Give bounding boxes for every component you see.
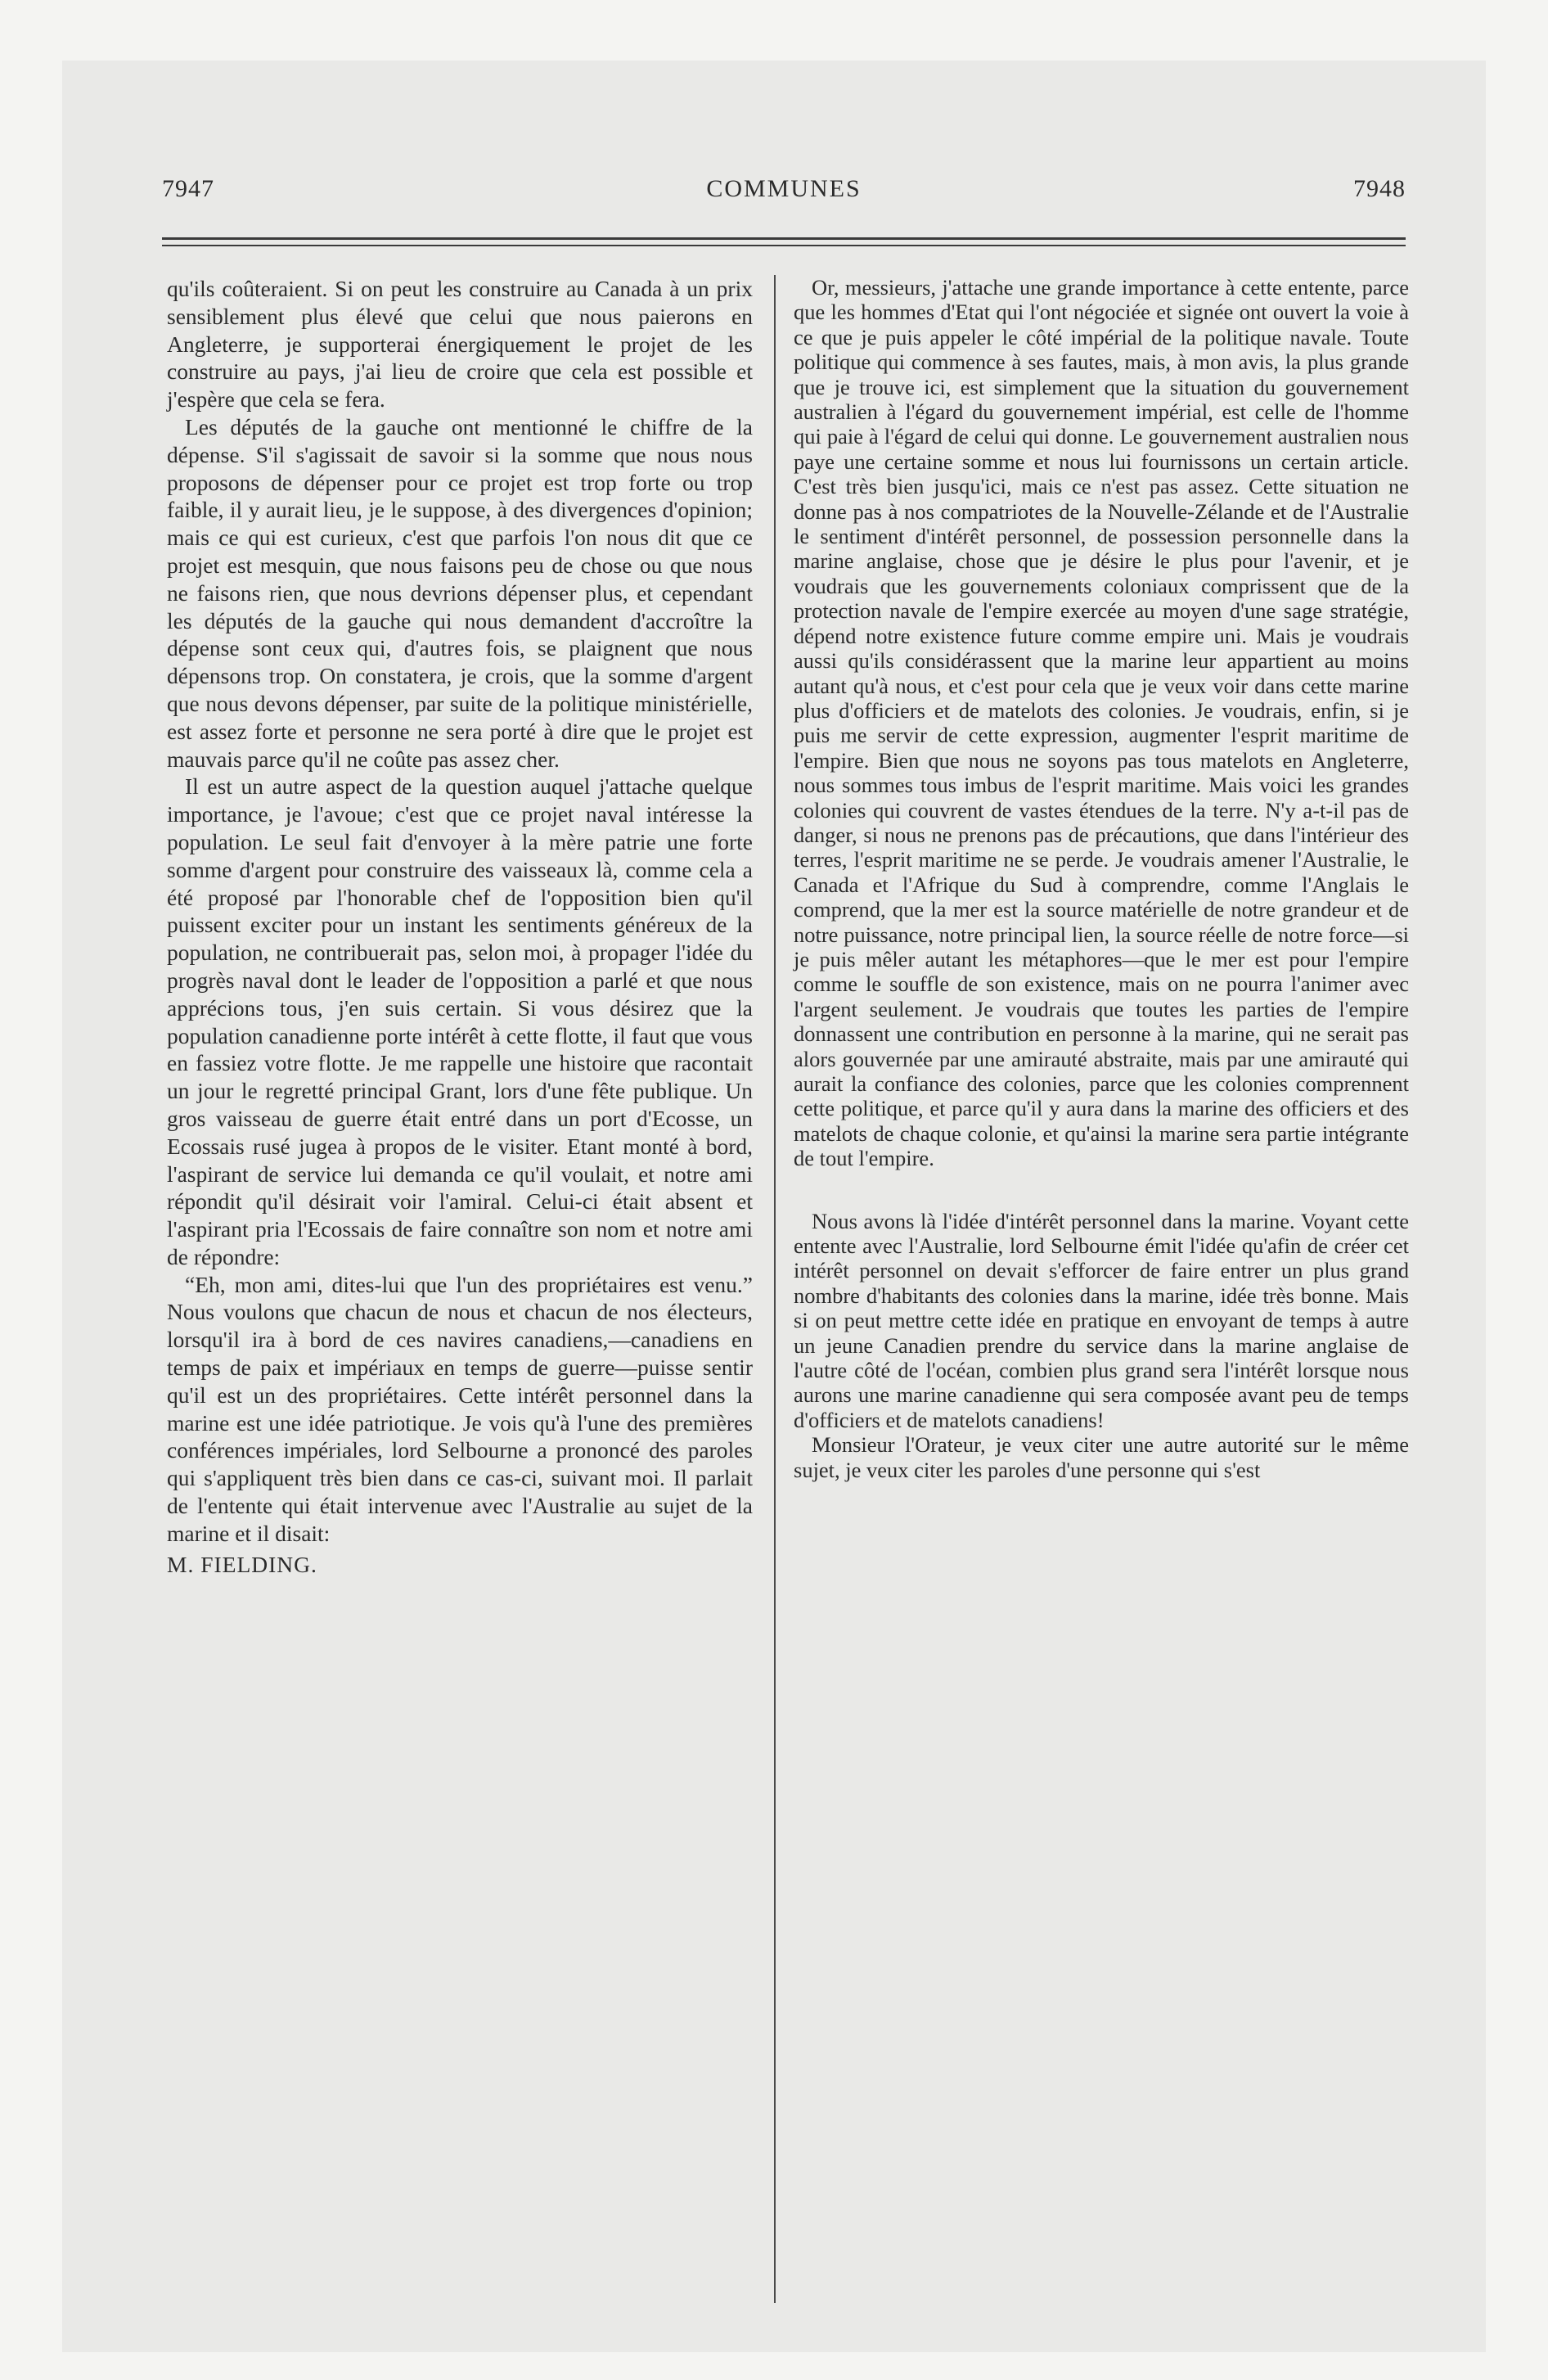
- running-title: COMMUNES: [706, 175, 862, 202]
- right-column: [794, 275, 1409, 1482]
- paragraph: Monsieur l'Orateur, je veux citer une autre autorité sur le même sujet, je veux citer les paroles d'une personne qui s'est: [794, 1432, 1409, 1482]
- paragraph: Les députés de la gauche ont mentionné le chiffre de la dépense. S'il s'agissait de savoir si la somme que nous nous proposons de dépenser pour ce projet est trop forte ou trop faible, il y aurait lieu, je le suppose, à des divergences d'opinion; mais ce qui est curieux, c'est que parfois l'on nous dit que ce projet est mesquin, que nous faisons peu de chose ou que nous ne faisons rien, que nous devrions dépenser plus, et cependant les députés de la gauche qui nous demandent d'accroître la dépense sont ceux qui, d'autres fois, se plaignent que nous dépensons trop. On constatera, je crois, que la somme d'argent que nous devons dépenser, par suite de la politique ministérielle, est assez forte et personne ne sera porté à dire que le projet est mauvais parce qu'il ne coûte pas assez cher.: [167, 413, 753, 772]
- paragraph: Il est un autre aspect de la question auquel j'attache quelque importance, je l'avoue; c'est que ce projet naval intéresse la population. Le seul fait d'envoyer à la mère patrie une forte somme d'argent pour construire des vaisseaux là, comme cela a été proposé par l'honorable chef de l'opposition bien qu'il puissent exciter pour un instant les sentiments généreux de la population, ne contribuerait pas, selon moi, à propager l'idée du progrès naval dont le leader de l'opposition a parlé et que nous apprécions tous, j'en suis certain. Si vous désirez que la population canadienne porte intérêt à cette flotte, il faut que vous en fassiez votre flotte. Je me rappelle une histoire que racontait un jour le regretté principal Grant, lors d'une fête publique. Un gros vaisseau de guerre était entré dans un port d'Ecosse, un Ecossais rusé jugea à propos de le visiter. Etant monté à bord, l'aspirant de service lui demanda ce qu'il voulait, et notre ami répondit qu'il désirait voir l'amiral. Celui-ci était absent et l'aspirant pria l'Ecossais de faire connaître son nom et notre ami de répondre:: [167, 773, 753, 1269]
- paragraph: Nous avons là l'idée d'intérêt personnel dans la marine. Voyant cette entente avec l'Australie, lord Selbourne émit l'idée qu'afin de créer cet intérêt personnel on devait s'efforcer de faire entrer un plus grand nombre d'habitants des colonies dans la marine, idée très bonne. Mais si on peut mettre cette idée en pratique en envoyant de temps à autre un jeune Canadien prendre du service dans la marine anglaise de l'autre côté de l'océan, combien plus grand sera l'intérêt lorsque nous aurons une marine canadienne qui sera composée avant peu de temps d'officiers et de matelots canadiens!: [794, 1208, 1409, 1432]
- paragraph: qu'ils coûteraient. Si on peut les construire au Canada à un prix sensiblement plus élevé que celui que nous paierons en Angleterre, je supporterai énergiquement le projet de les construire au pays, j'ai lieu de croire que cela est possible et j'espère que cela se fera.: [167, 276, 753, 412]
- quoted-passage: Or, messieurs, j'attache une grande importance à cette entente, parce que les hommes d'Etat qui l'ont négociée et signée ont ouvert la voie à ce que je puis appeler le côté impérial de la politique navale. Toute politique qui commence à ses fautes, mais, à mon avis, la plus grande que je trouve ici, est simplement que la situation du gouvernement australien à l'égard du gouvernement impérial, est celle de l'homme qui paie à l'égard de celui qui donne. Le gouvernement australien nous paye une certaine somme et nous lui fournissons un certain article. C'est très bien jusqu'ici, mais ce n'est pas assez. Cette situation ne donne pas à nos compatriotes de la Nouvelle-Zélande et de l'Australie le sentiment d'intérêt personnel, de possession personnelle dans la marine anglaise, chose que je désire le plus pour l'avenir, et je voudrais que les gouvernements coloniaux comprissent que de la protection navale de l'empire exercée au moyen d'une sage stratégie, dépend notre existence future comme empire uni. Mais je voudrais aussi qu'ils considérassent que la marine leur appartient au moins autant qu'à nous, et c'est pour cela que je veux voir dans cette marine plus d'officiers et de matelots des colonies. Je voudrais, enfin, si je puis me servir de cette expression, augmenter l'esprit maritime de l'empire. Bien que nous ne soyons pas tous matelots en Angleterre, nous sommes tous imbus de l'esprit maritime. Mais voici les grandes colonies qui couvrent de vastes étendues de la terre. N'y a-t-il pas de danger, si nous ne prenons pas de précautions, que dans l'intérieur des terres, l'esprit maritime ne se perde. Je voudrais amener l'Australie, le Canada et l'Afrique du Sud à comprendre, comme l'Anglais le comprend, que la mer est la source matérielle de notre grandeur et de notre puissance, notre principal lien, la source réelle de notre force—si je puis mêler autant les métaphores—que le mer est pour l'empire comme le souffle de son existence, mais on ne pourra l'animer avec l'argent seulement. Je voudrais que toutes les parties de l'empire donnassent une contribution en personne à la marine, qui ne serait pas alors gouvernée par une amirauté abstraite, mais par une amirauté qui aurait la confiance des colonies, parce que les colonies comprennent cette politique, et parce qu'il y aura dans la marine des officiers et des matelots de chaque colonie, et qu'ainsi la marine sera partie intégrante de tout l'empire.: [794, 275, 1409, 1171]
- quote-paragraph: “Eh, mon ami, dites-lui que l'un des propriétaires est venu.” Nous voulons que chacun de nous et chacun de nos électeurs, lorsqu'il ira à bord de ces navires canadiens,—canadiens en temps de paix et impériaux en temps de guerre—puisse sentir qu'il est un des propriétaires. Cette intérêt personnel dans la marine est une idée patriotique. Je vois qu'à l'une des premières conférences impériales, lord Selbourne a prononcé des paroles qui s'appliquent très bien dans ce cas-ci, suivant moi. Il parlait de l'entente qui était intervenue avec l'Australie au sujet de la marine et il disait:: [167, 1271, 753, 1546]
- left-column: [167, 275, 753, 1578]
- speaker-name: M. FIELDING.: [167, 1551, 317, 1577]
- page-header: [162, 175, 1406, 208]
- page-number-right: 7948: [1353, 175, 1406, 202]
- page-number-left: 7947: [162, 175, 214, 202]
- column-divider: [774, 275, 776, 2303]
- header-rule-bottom: [162, 245, 1406, 246]
- header-rule-top: [162, 237, 1406, 240]
